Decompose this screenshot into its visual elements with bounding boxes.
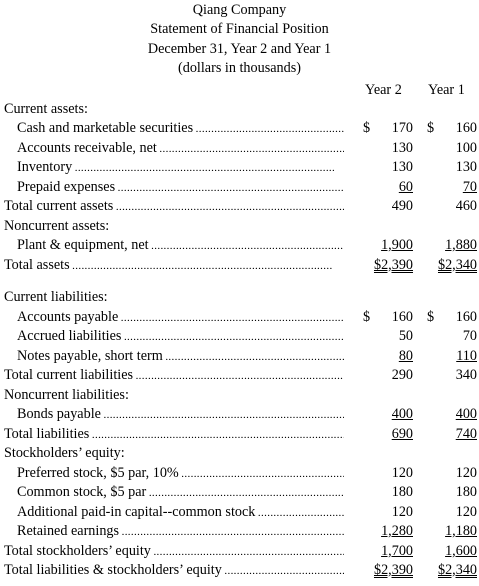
year-2-value bbox=[363, 308, 413, 327]
row-label-text: Inventory bbox=[17, 159, 73, 175]
year-1-value-text: 100 bbox=[455, 140, 477, 156]
year-2-value bbox=[363, 139, 413, 158]
year-2-value-text: 690 bbox=[391, 426, 413, 442]
year-2-value-text: 1,700 bbox=[381, 543, 413, 559]
statement-row bbox=[0, 308, 479, 327]
row-label bbox=[17, 236, 344, 256]
year-1-value-text: 1,180 bbox=[445, 523, 477, 539]
row-label bbox=[4, 366, 344, 386]
row-label-text: Accounts payable bbox=[17, 309, 119, 325]
year-2-value bbox=[363, 542, 413, 561]
year-1-value bbox=[427, 405, 477, 424]
year-1-value bbox=[427, 347, 477, 366]
row-label bbox=[4, 542, 344, 562]
row-label-text: Preferred stock, $5 par, 10% bbox=[17, 465, 179, 481]
year-2-value bbox=[363, 327, 413, 346]
year-1-value bbox=[427, 366, 477, 385]
year-1-value bbox=[427, 561, 477, 580]
row-label-text: Additional paid-in capital--common stock bbox=[17, 504, 256, 520]
row-label bbox=[4, 217, 344, 236]
year-2-value-text: 490 bbox=[391, 198, 413, 214]
row-label-text: Plant & equipment, net bbox=[17, 237, 149, 253]
statement-units: (dollars in thousands) bbox=[178, 60, 301, 76]
statement-row bbox=[0, 158, 479, 177]
row-label bbox=[17, 308, 344, 328]
row-label-text: Retained earnings bbox=[17, 523, 120, 539]
statement-row bbox=[0, 386, 479, 405]
year-2-value bbox=[363, 119, 413, 138]
row-label bbox=[17, 405, 344, 425]
statement-row bbox=[0, 464, 479, 483]
year-1-value-text: $2,340 bbox=[437, 257, 477, 273]
year-2-value-text: 130 bbox=[391, 140, 413, 156]
year-2-value-text: 60 bbox=[398, 179, 413, 195]
statement-row bbox=[0, 327, 479, 346]
statement-row bbox=[0, 347, 479, 366]
row-label-text: Bonds payable bbox=[17, 406, 101, 422]
year-2-value-text: $2,390 bbox=[373, 562, 413, 578]
year-1-value bbox=[427, 522, 477, 541]
year-1-value-text: $2,340 bbox=[437, 562, 477, 578]
row-label-text: Noncurrent liabilities: bbox=[4, 387, 129, 403]
year-2-value bbox=[363, 483, 413, 502]
statement-row bbox=[0, 503, 479, 522]
year-2-value bbox=[363, 366, 413, 385]
row-label-text: Common stock, $5 par bbox=[17, 484, 147, 500]
year-2-value-text: 290 bbox=[391, 367, 413, 383]
year-1-value-text: 1,880 bbox=[445, 237, 477, 253]
year-2-value-text: 400 bbox=[391, 406, 413, 422]
statement-row bbox=[0, 288, 479, 307]
company-name: Qiang Company bbox=[192, 2, 287, 18]
year-2-value bbox=[363, 347, 413, 366]
statement-row bbox=[0, 100, 479, 119]
row-label bbox=[17, 503, 344, 523]
year-1-value-text: 340 bbox=[455, 367, 477, 383]
column-header-year-1: Year 1 bbox=[428, 82, 465, 98]
statement-row bbox=[0, 256, 479, 275]
row-label-text: Accounts receivable, net bbox=[17, 140, 157, 156]
year-2-value bbox=[363, 178, 413, 197]
row-label bbox=[4, 288, 344, 307]
row-label bbox=[17, 483, 344, 503]
year-2-value-text: 120 bbox=[391, 504, 413, 520]
row-label-text: Total assets bbox=[4, 257, 70, 273]
year-1-value-text: 70 bbox=[462, 179, 477, 195]
row-label-text: Total current liabilities bbox=[4, 367, 134, 383]
year-2-value-text: 160 bbox=[391, 309, 413, 325]
statement-row bbox=[0, 236, 479, 255]
row-label-text: Prepaid expenses bbox=[17, 179, 116, 195]
row-label-text: Current liabilities: bbox=[4, 289, 108, 305]
statement-row bbox=[0, 178, 479, 197]
year-2-value-text: 80 bbox=[398, 348, 413, 364]
statement-row bbox=[0, 366, 479, 385]
row-label bbox=[4, 561, 344, 581]
year-1-value-text: 160 bbox=[455, 120, 477, 136]
year-2-value bbox=[363, 158, 413, 177]
year-1-value-text: 460 bbox=[455, 198, 477, 214]
row-label bbox=[4, 100, 344, 119]
year-2-value bbox=[363, 464, 413, 483]
row-label-text: Accrued liabilities bbox=[17, 328, 122, 344]
currency-symbol: $ bbox=[363, 120, 371, 136]
year-1-value bbox=[427, 483, 477, 502]
year-1-value bbox=[427, 236, 477, 255]
year-1-value bbox=[427, 503, 477, 522]
row-label bbox=[4, 444, 344, 463]
row-label bbox=[17, 327, 344, 347]
year-2-value-text: 120 bbox=[391, 465, 413, 481]
year-2-value bbox=[363, 405, 413, 424]
row-label bbox=[4, 425, 344, 445]
year-1-value-text: 400 bbox=[455, 406, 477, 422]
row-label bbox=[17, 119, 344, 139]
year-1-value-text: 130 bbox=[455, 159, 477, 175]
year-2-value-text: 170 bbox=[391, 120, 413, 136]
column-header-year-2: Year 2 bbox=[365, 82, 402, 98]
year-1-value bbox=[427, 197, 477, 216]
year-1-value-text: 120 bbox=[455, 465, 477, 481]
statement-row bbox=[0, 444, 479, 463]
statement-row bbox=[0, 483, 479, 502]
row-label bbox=[4, 386, 344, 405]
statement-dates: December 31, Year 2 and Year 1 bbox=[147, 41, 332, 57]
row-label-text: Total liabilities bbox=[4, 426, 90, 442]
statement-row bbox=[0, 561, 479, 580]
year-1-value bbox=[427, 464, 477, 483]
year-2-value-text: 1,900 bbox=[381, 237, 413, 253]
year-2-value-text: 1,280 bbox=[381, 523, 413, 539]
year-1-value bbox=[427, 327, 477, 346]
year-1-value-text: 1,600 bbox=[445, 543, 477, 559]
statement-row bbox=[0, 119, 479, 138]
year-2-value bbox=[363, 425, 413, 444]
row-label-text: Stockholders’ equity: bbox=[4, 445, 125, 461]
row-label-text: Notes payable, short term bbox=[17, 348, 163, 364]
year-1-value bbox=[427, 178, 477, 197]
statement-row bbox=[0, 522, 479, 541]
row-label bbox=[17, 178, 344, 198]
row-label-text: Total stockholders’ equity bbox=[4, 543, 151, 559]
statement-row bbox=[0, 197, 479, 216]
year-1-value-text: 160 bbox=[455, 309, 477, 325]
year-2-value bbox=[363, 236, 413, 255]
row-label bbox=[4, 197, 344, 217]
year-2-value-text: 180 bbox=[391, 484, 413, 500]
row-label-text: Noncurrent assets: bbox=[4, 218, 110, 234]
year-2-value bbox=[363, 561, 413, 580]
currency-symbol: $ bbox=[363, 309, 371, 325]
year-1-value-text: 70 bbox=[462, 328, 477, 344]
row-label bbox=[17, 522, 344, 542]
year-2-value bbox=[363, 197, 413, 216]
year-2-value bbox=[363, 503, 413, 522]
row-label-text: Cash and marketable securities bbox=[17, 120, 194, 136]
year-2-value bbox=[363, 256, 413, 275]
year-1-value-text: 740 bbox=[455, 426, 477, 442]
row-label bbox=[17, 139, 344, 159]
row-label bbox=[4, 256, 344, 276]
year-1-value bbox=[427, 139, 477, 158]
row-label-text: Total current assets bbox=[4, 198, 114, 214]
statement-row bbox=[0, 217, 479, 236]
year-1-value-text: 180 bbox=[455, 484, 477, 500]
statement-row bbox=[0, 139, 479, 158]
row-label bbox=[17, 158, 344, 178]
year-2-value-text: 130 bbox=[391, 159, 413, 175]
year-1-value bbox=[427, 158, 477, 177]
year-1-value bbox=[427, 256, 477, 275]
row-label-text: Total liabilities & stockholders’ equity bbox=[4, 562, 222, 578]
statement-row bbox=[0, 425, 479, 444]
year-1-value bbox=[427, 119, 477, 138]
year-2-value-text: 50 bbox=[398, 328, 413, 344]
statement-row bbox=[0, 405, 479, 424]
year-1-value bbox=[427, 308, 477, 327]
year-2-value-text: $2,390 bbox=[373, 257, 413, 273]
currency-symbol: $ bbox=[427, 309, 435, 325]
year-1-value-text: 120 bbox=[455, 504, 477, 520]
year-2-value bbox=[363, 522, 413, 541]
year-1-value bbox=[427, 542, 477, 561]
row-label bbox=[17, 464, 344, 484]
year-1-value bbox=[427, 425, 477, 444]
statement-title: Statement of Financial Position bbox=[150, 21, 329, 37]
row-label-text: Current assets: bbox=[4, 101, 88, 117]
statement-row bbox=[0, 542, 479, 561]
year-1-value-text: 110 bbox=[456, 348, 477, 364]
currency-symbol: $ bbox=[427, 120, 435, 136]
row-label bbox=[17, 347, 344, 367]
